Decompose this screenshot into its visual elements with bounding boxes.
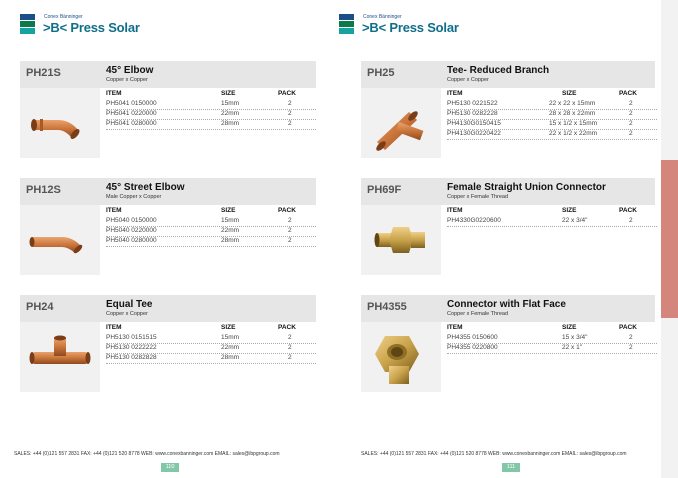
table-row xyxy=(447,120,657,130)
table-row xyxy=(106,120,316,130)
table-header-row xyxy=(106,90,316,100)
product-description: Copper x Female Thread xyxy=(447,311,509,317)
table-row xyxy=(447,110,657,120)
cell-pack: 2 xyxy=(629,217,633,224)
header-item: ITEM xyxy=(106,90,122,97)
table-row xyxy=(106,334,316,344)
table-header-row xyxy=(106,324,316,334)
product-header xyxy=(361,178,655,205)
copper-reduced-tee-icon xyxy=(369,98,433,152)
header-size: SIZE xyxy=(562,90,577,97)
cell-pack: 2 xyxy=(629,110,633,117)
catalog-page-left xyxy=(0,0,330,478)
table-row xyxy=(106,227,316,237)
cell-item: PH4355 0220800 xyxy=(447,344,498,351)
cell-size: 28mm xyxy=(221,237,240,244)
cell-item: PH5130 0282828 xyxy=(106,354,157,361)
product-table xyxy=(447,90,657,140)
header-size: SIZE xyxy=(221,207,236,214)
cell-item: PH5130 0151515 xyxy=(106,334,157,341)
table-row xyxy=(447,100,657,110)
cell-pack: 2 xyxy=(288,217,292,224)
table-row xyxy=(447,344,657,354)
table-header-row xyxy=(447,90,657,100)
product-table xyxy=(106,207,316,247)
cell-item: PH4130G0150415 xyxy=(447,120,501,127)
cell-item: PH5040 0150000 xyxy=(106,217,157,224)
product-table xyxy=(106,324,316,364)
product-code: PH12S xyxy=(26,184,61,196)
cell-size: 15mm xyxy=(221,334,240,341)
product-header xyxy=(20,178,316,205)
cell-pack: 2 xyxy=(288,120,292,127)
cell-pack: 2 xyxy=(288,354,292,361)
cell-pack: 2 xyxy=(288,237,292,244)
table-header-row xyxy=(106,207,316,217)
brand-company: Conex Bänninger xyxy=(44,14,83,20)
header-size: SIZE xyxy=(562,324,577,331)
brass-union-icon xyxy=(369,215,433,265)
page-number: 111 xyxy=(502,463,520,472)
copper-elbow-icon xyxy=(28,98,92,148)
table-row xyxy=(106,237,316,247)
header-pack: PACK xyxy=(278,90,296,97)
product-title: Connector with Flat Face xyxy=(447,299,566,310)
cell-size: 15mm xyxy=(221,100,240,107)
product-header xyxy=(20,295,316,322)
table-row xyxy=(106,344,316,354)
cell-size: 22mm xyxy=(221,227,240,234)
cell-size: 22 x 1" xyxy=(562,344,583,351)
cell-size: 28mm xyxy=(221,120,240,127)
cell-item: PH5040 0220000 xyxy=(106,227,157,234)
product-header xyxy=(361,61,655,88)
product-table xyxy=(447,207,657,227)
cell-pack: 2 xyxy=(288,227,292,234)
product-code: PH25 xyxy=(367,67,395,79)
product-header xyxy=(361,295,655,322)
cell-size: 22mm xyxy=(221,110,240,117)
header-item: ITEM xyxy=(447,207,463,214)
cell-size: 15mm xyxy=(221,217,240,224)
cell-item: PH5130 0282228 xyxy=(447,110,498,117)
cell-pack: 2 xyxy=(629,100,633,107)
copper-tee-icon xyxy=(28,332,92,382)
page-number: 110 xyxy=(161,463,179,472)
header-pack: PACK xyxy=(278,207,296,214)
section-tab xyxy=(661,160,678,318)
product-title: 45° Street Elbow xyxy=(106,182,185,193)
table-header-row xyxy=(447,207,657,217)
product-image xyxy=(20,322,100,392)
cell-pack: 2 xyxy=(288,344,292,351)
cell-pack: 2 xyxy=(629,344,633,351)
cell-pack: 2 xyxy=(288,100,292,107)
product-image xyxy=(361,205,441,275)
product-title: Female Straight Union Connector xyxy=(447,182,606,193)
header-item: ITEM xyxy=(447,324,463,331)
product-header xyxy=(20,61,316,88)
cell-item: PH4130G0220422 xyxy=(447,130,501,137)
product-table xyxy=(447,324,657,354)
copper-street-elbow-icon xyxy=(28,215,92,265)
product-image xyxy=(20,88,100,158)
brass-flat-face-connector-icon xyxy=(369,332,433,386)
table-row xyxy=(447,217,657,227)
table-header-row xyxy=(447,324,657,334)
brand-product-line: >B< Press Solar xyxy=(43,20,140,35)
cell-size: 28 x 28 x 22mm xyxy=(549,110,596,117)
cell-size: 28mm xyxy=(221,354,240,361)
cell-item: PH5041 0150000 xyxy=(106,100,157,107)
header-item: ITEM xyxy=(106,207,122,214)
product-code: PH21S xyxy=(26,67,61,79)
header-pack: PACK xyxy=(619,207,637,214)
header-pack: PACK xyxy=(619,90,637,97)
cell-item: PH5130 0222222 xyxy=(106,344,157,351)
cell-item: PH5041 0280000 xyxy=(106,120,157,127)
catalog-page-right xyxy=(339,0,669,478)
product-description: Male Copper x Copper xyxy=(106,194,162,200)
table-row xyxy=(447,334,657,344)
header-size: SIZE xyxy=(221,324,236,331)
product-description: Copper x Copper xyxy=(447,77,489,83)
cell-item: PH5040 0280000 xyxy=(106,237,157,244)
header-pack: PACK xyxy=(619,324,637,331)
cell-size: 15 x 3/4" xyxy=(562,334,588,341)
cell-size: 22mm xyxy=(221,344,240,351)
table-row xyxy=(106,217,316,227)
product-image xyxy=(361,322,441,392)
cell-pack: 2 xyxy=(288,334,292,341)
brand-product-line: >B< Press Solar xyxy=(362,20,459,35)
header-size: SIZE xyxy=(221,90,236,97)
product-title: Tee- Reduced Branch xyxy=(447,65,550,76)
product-title: Equal Tee xyxy=(106,299,153,310)
cell-size: 15 x 1/2 x 15mm xyxy=(549,120,598,127)
cell-pack: 2 xyxy=(629,334,633,341)
header-item: ITEM xyxy=(447,90,463,97)
cell-size: 22 x 1/2 x 22mm xyxy=(549,130,598,137)
header-pack: PACK xyxy=(278,324,296,331)
table-row xyxy=(106,354,316,364)
cell-size: 22 x 22 x 15mm xyxy=(549,100,596,107)
table-row xyxy=(447,130,657,140)
table-row xyxy=(106,110,316,120)
header-item: ITEM xyxy=(106,324,122,331)
cell-item: PH5130 0221522 xyxy=(447,100,498,107)
product-code: PH24 xyxy=(26,301,54,313)
cell-item: PH4330G0220600 xyxy=(447,217,501,224)
product-description: Copper x Copper xyxy=(106,77,148,83)
footer-contact: SALES: +44 (0)121 557 2831 FAX: +44 (0)121 520 8778 WEB: www.conexbanninger.com EMAIL: sales@ibpgroup.com xyxy=(14,451,280,457)
cell-pack: 2 xyxy=(288,110,292,117)
header-size: SIZE xyxy=(562,207,577,214)
brand-flag-icon xyxy=(20,14,35,34)
product-description: Copper x Female Thread xyxy=(447,194,509,200)
product-description: Copper x Copper xyxy=(106,311,148,317)
brand-flag-icon xyxy=(339,14,354,34)
footer-contact: SALES: +44 (0)121 557 2831 FAX: +44 (0)121 520 8778 WEB: www.conexbanninger.com EMAIL: sales@ibpgroup.com xyxy=(361,451,627,457)
brand-company: Conex Bänninger xyxy=(363,14,402,20)
cell-pack: 2 xyxy=(629,130,633,137)
cell-pack: 2 xyxy=(629,120,633,127)
product-title: 45° Elbow xyxy=(106,65,154,76)
product-image xyxy=(361,88,441,158)
product-table xyxy=(106,90,316,130)
cell-size: 22 x 3/4" xyxy=(562,217,588,224)
cell-item: PH4355 0150600 xyxy=(447,334,498,341)
product-code: PH69F xyxy=(367,184,402,196)
cell-item: PH5041 0220000 xyxy=(106,110,157,117)
product-code: PH4355 xyxy=(367,301,407,313)
table-row xyxy=(106,100,316,110)
product-image xyxy=(20,205,100,275)
